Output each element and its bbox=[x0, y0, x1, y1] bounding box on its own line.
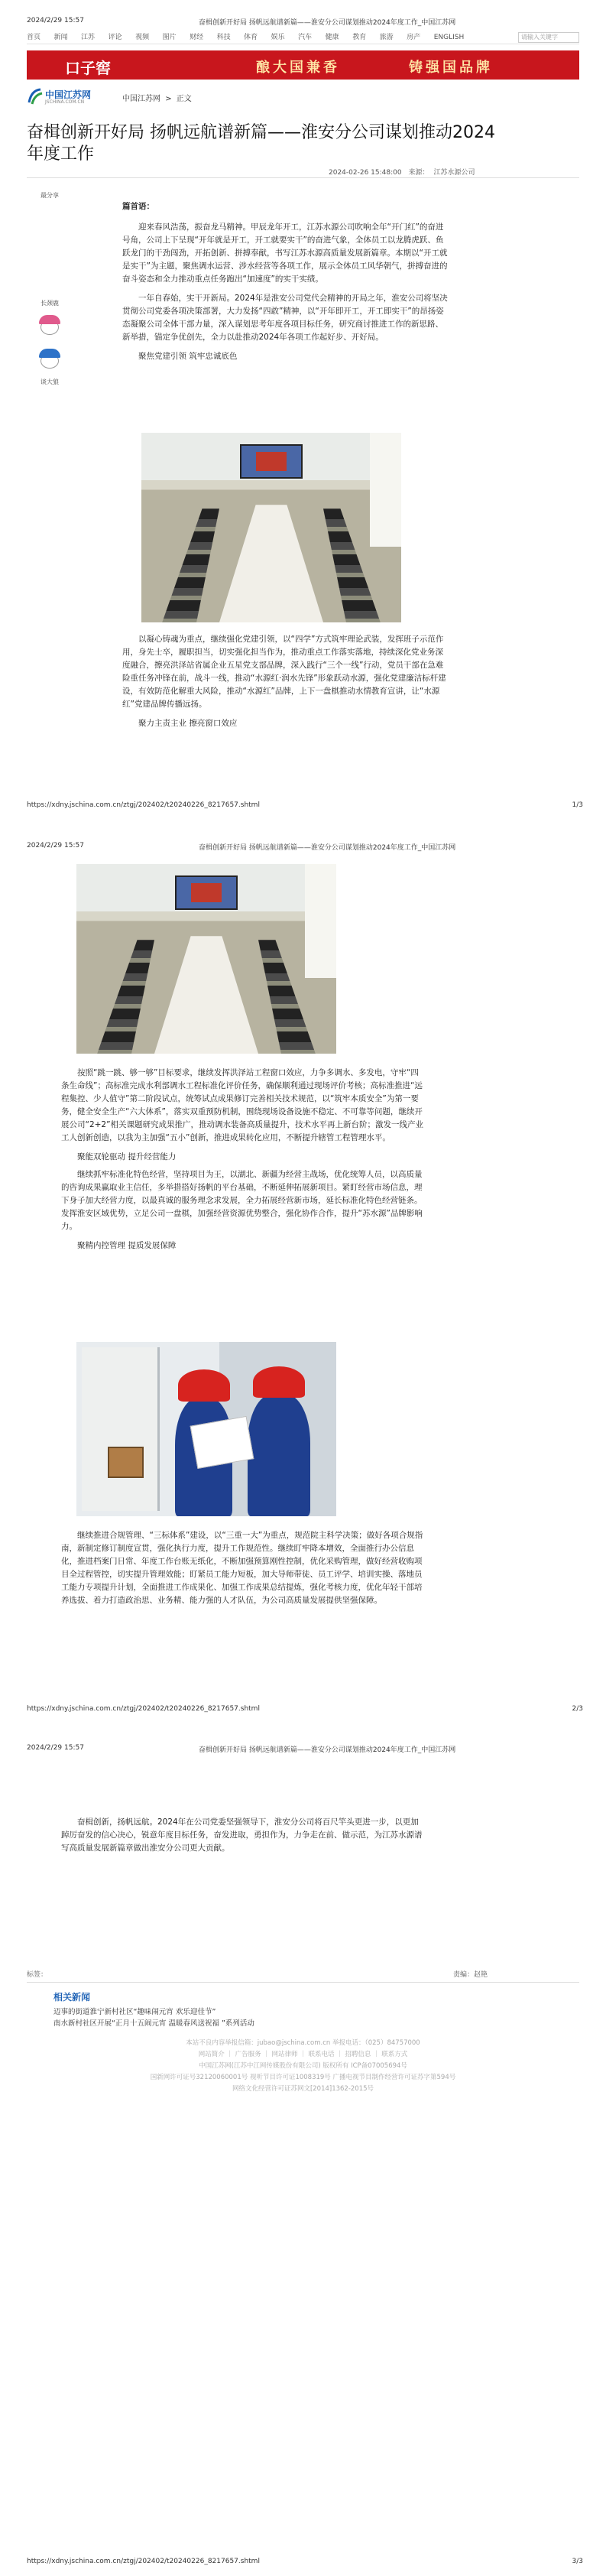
workers-photo bbox=[76, 1342, 336, 1516]
print-footer-3 bbox=[0, 2558, 606, 2570]
paragraph: 以凝心铸魂为重点，继续强化党建引领，以“四学”方式筑牢理论武装，发挥班子示范作用，身先士卒，履职担当，切实强化担当作为，推动重点工作落实落地，持续深化党业务深度融合，擦亮洪泽站省属企业五星党支部品牌，深入践行“三个一线”行动，党员干部在急难险重任务冲锋在前，战斗一线，推动“水源红·润水先锋”形象跃动水源，强化党建廉洁标杆建设，有效防范化解重大风险，推动“水源红”品牌，上下一盘棋推动水情教育宣讲，让“水源红”党建品牌传播远扬。 bbox=[122, 635, 446, 709]
article-body-1 bbox=[122, 200, 451, 368]
footer-line: 网络文化经营许可证苏网文[2014]1362-2015号 bbox=[232, 2085, 374, 2093]
print-date: 2024/2/29 15:57 bbox=[27, 842, 84, 849]
nav-item[interactable]: 首页 bbox=[27, 34, 41, 41]
article-time: 2024-02-26 15:48:00 bbox=[329, 169, 402, 177]
section-heading: 聚力主责主业 擦亮窗口效应 bbox=[138, 719, 238, 728]
site-footer bbox=[27, 2038, 579, 2095]
paragraph: 一年自春始，实干开新局。2024年是淮安公司党代会精神的开局之年，淮安公司将坚决贯彻公司党委各项决策部署，大力发扬“四敢”精神，以“开年即开工，开工即实干”的昂扬姿态凝聚公司全体干部力量，深入谋划思考年度各项目标任务，研究商讨推进工作的新思路、新举措，锚定争优创先，全力以赴推动2024年各项工作起好步、开好局。 bbox=[122, 294, 448, 342]
banner-slogan: 酿大国兼香 bbox=[256, 60, 340, 76]
related-item[interactable]: 迈事的街道淮宁新村社区“趣味闹元宵 欢乐迎佳节” bbox=[53, 2008, 216, 2016]
breadcrumb-sep: > bbox=[165, 95, 172, 103]
nav-item[interactable]: 图片 bbox=[162, 34, 177, 41]
page-number: 3/3 bbox=[572, 2558, 583, 2565]
search-input[interactable]: 请输入关键字 bbox=[518, 32, 579, 43]
article-body-2 bbox=[122, 633, 451, 735]
nav-item[interactable]: 江苏 bbox=[81, 34, 96, 41]
mascot-avatar-2 bbox=[36, 347, 63, 375]
nav-item[interactable]: 房产 bbox=[407, 34, 421, 41]
share-label[interactable]: 最分享 bbox=[41, 192, 59, 199]
page-number: 2/3 bbox=[572, 1705, 583, 1713]
title-divider bbox=[27, 177, 579, 178]
paragraph: 按照“跳一跳、够一够”目标要求，继续发挥洪泽站工程窗口效应，力争多调水、多发电，守牢“四条生命线”；高标准完成水利部调水工程标准化评价任务，确保顺利通过现场评价考核；高标准推进“远程集控、少人值守”第二阶段试点，统筹试点成果修订完善相关技术规范，以“筑牢本质安全”为第一要务，健全安全生产“六大体系”，落实双重预防机制，围绕现场设备设施不稳定、不可靠等问题，继续开展公司“2+2”相关课题研究成果推广，推动调水装备高质量提升，技术水平再上新台阶；激发一线产业工人创新创造，以我为主加强“五小”创新，推进成果转化应用，不断提升辖管工程管理水平。 bbox=[61, 1068, 424, 1142]
source-label: 来源： bbox=[408, 169, 429, 177]
footer-line: 国新网许可证号32120060001号 视听节目许可证1008319号 广播电视节目制作经营许可证苏字第594号 bbox=[150, 2074, 456, 2081]
print-footer-2 bbox=[0, 1705, 606, 1717]
print-date: 2024/2/29 15:57 bbox=[27, 1744, 84, 1752]
print-header bbox=[0, 12, 606, 28]
print-url: https://xdny.jschina.com.cn/ztgj/202402/t20240226_8217657.shtml bbox=[27, 2558, 260, 2565]
logo-sub: JSCHINA.COM.CN bbox=[45, 99, 85, 105]
article-body-3 bbox=[61, 1067, 424, 1257]
nav-item[interactable]: 健康 bbox=[325, 34, 339, 41]
article-source: 江苏水源公司 bbox=[433, 169, 475, 177]
article-body-4 bbox=[61, 1529, 424, 1610]
print-title: 奋楫创新开好局 扬帆远航谱新篇——淮安分公司谋划推动2024年度工作_中国江苏网 bbox=[199, 1746, 456, 1754]
print-url: https://xdny.jschina.com.cn/ztgj/202402/t20240226_8217657.shtml bbox=[27, 801, 260, 809]
nav-item[interactable]: 汽车 bbox=[298, 34, 313, 41]
paragraph: 奋楫创新，扬帆远航。2024年在公司党委坚强领导下，淮安分公司将百尺竿头更进一步，以更加踔厉奋发的信心决心，锐意年度目标任务，奋发进取，勇担作为，力争走在前、做示范，为江苏水源谱写高质量发展新篇章做出淮安分公司更大贡献。 bbox=[61, 1817, 423, 1853]
print-url: https://xdny.jschina.com.cn/ztgj/202402/t20240226_8217657.shtml bbox=[27, 1705, 260, 1713]
nav-item[interactable]: 体育 bbox=[244, 34, 258, 41]
editor-name: 赵艳 bbox=[473, 1971, 488, 1979]
breadcrumb-current: 正文 bbox=[176, 95, 192, 103]
print-footer-1 bbox=[0, 801, 606, 814]
print-title: 奋楫创新开好局 扬帆远航谱新篇——淮安分公司谋划推动2024年度工作_中国江苏网 bbox=[199, 19, 456, 27]
nav-item[interactable]: 科技 bbox=[216, 34, 231, 41]
nav-item[interactable]: 娱乐 bbox=[271, 34, 285, 41]
nav-item[interactable]: 新闻 bbox=[53, 34, 68, 41]
paragraph: 迎来春风浩荡，振奋龙马精神。甲辰龙年开工，江苏水源公司吹响全年“开门红”的奋进号角，公司上下呈现“开年就是开工，开工就要实干”的奋进气象，全体员工以龙腾虎跃、鱼跃龙门的干劲闯劲，开拓创新、拼搏奉献，书写江苏水源高质量发展新篇章。本期以“开工就是实干”为主题，聚焦调水运营、涉水经营等各项工作，展示全体员工风华朝气，拼搏奋进的奋斗姿态和全力推动重点任务跑出“加速度”的实干实绩。 bbox=[122, 223, 448, 284]
banner-slogan-2: 铸强国品牌 bbox=[409, 60, 493, 76]
nav-item[interactable]: 教育 bbox=[352, 34, 367, 41]
ad-banner[interactable] bbox=[27, 50, 579, 80]
logo-mark-icon bbox=[27, 87, 44, 106]
footer-line: 中国江苏网(江苏中江网传媒股份有限公司) 版权所有 ICP备07005694号 bbox=[199, 2062, 407, 2070]
meeting-photo-2 bbox=[76, 864, 336, 1054]
page-number: 1/3 bbox=[572, 801, 583, 809]
share-sidebar bbox=[27, 191, 73, 386]
nav-item[interactable]: 财经 bbox=[190, 34, 204, 41]
section-heading: 聚精内控管理 提质发展保障 bbox=[77, 1241, 177, 1250]
editor-label: 责编： bbox=[452, 1971, 474, 1979]
section-heading: 聚能双轮驱动 提升经营能力 bbox=[77, 1152, 177, 1161]
breadcrumb bbox=[122, 92, 194, 103]
mascot-avatar-1 bbox=[36, 313, 63, 341]
nav-item[interactable]: ENGLISH bbox=[433, 34, 465, 41]
paragraph: 继续推进合规管理、“三标体系”建设，以“三重一大”为重点，规范院主科学决策；做好各项合规指南，新制定修订制度宣贯，强化执行力度，提升工作规范性。继续盯牢降本增效，全面推行办公信息化，推进档案门日常、年度工作台账无纸化，不断加强预算刚性控制，优化采购管理，做好经营收购项目全过程管控，切实提升管理效能；盯紧员工能力短板，加大导师带徒、员工评学、培训实操、落地员工能力专项提升计划，全面推进工作成果化、加强工作成果总结提炼，强化考核力度，优化年轻干部培养选拔、着力打造政治思、业务精、能力强的人才队伍，为公司高质量发展提供坚强保障。 bbox=[61, 1531, 423, 1605]
footer-line: 本站不良内容举报信箱：jubao@jschina.com.cn 举报电话：（025）84757000 bbox=[186, 2039, 420, 2047]
banner-brand: 口子窖 bbox=[65, 59, 111, 77]
print-title: 奋楫创新开好局 扬帆远航谱新篇——淮安分公司谋划推动2024年度工作_中国江苏网 bbox=[199, 844, 456, 852]
print-date: 2024/2/29 15:57 bbox=[27, 17, 84, 24]
meeting-photo bbox=[141, 433, 401, 622]
nav-item[interactable]: 旅游 bbox=[379, 34, 394, 41]
related-item[interactable]: 南水新村社区开展“正月十五闹元宵 温暖春风送祝福 ”系列活动 bbox=[53, 2019, 254, 2028]
mascot-label-2: 谈大狼 bbox=[41, 378, 59, 385]
tag-bar bbox=[27, 1969, 579, 1983]
logo-name: 中国江苏网 bbox=[45, 89, 92, 100]
article-title: 奋楫创新开好局 扬帆远航谱新篇——淮安分公司谋划推动2024年度工作 bbox=[27, 123, 495, 164]
footer-links[interactable]: 网站简介 ｜ 广告服务 ｜ 网站律师 ｜ 联系电话 ｜ 招聘信息 ｜ 联系方式 bbox=[198, 2051, 408, 2058]
nav-item[interactable]: 视频 bbox=[135, 34, 150, 41]
print-header bbox=[0, 1740, 606, 1755]
top-nav bbox=[27, 31, 579, 44]
related-news bbox=[53, 1990, 543, 2029]
related-heading: 相关新闻 bbox=[53, 1992, 91, 2003]
breadcrumb-home[interactable]: 中国江苏网 bbox=[122, 95, 160, 103]
article-body-5 bbox=[61, 1816, 424, 1858]
lead-label: 篇首语： bbox=[122, 202, 154, 211]
print-header bbox=[0, 837, 606, 853]
paragraph: 继续抓牢标准化特色经营，坚持项目为王，以湖北、新疆为经营主战场，优化统筹人员，以高质量的咨询成果赢取业主信任，多举措搭好扬帆的平台基础，不断延伸拓展新项目。紧盯经营市场信息，理下身子加大经营力度，以最真诚的服务理念求发展，全力拓展经营新市场，延长标准化特色经营链条。发挥淮安区域优势，立足公司一盘棋，加强经营资源优势整合，强化协作合作，提升“苏水源”品牌影响力。 bbox=[61, 1170, 423, 1231]
tags-label: 标签： bbox=[27, 1971, 48, 1979]
mascot-label-1: 长颈鹿 bbox=[41, 300, 59, 307]
article-meta bbox=[329, 167, 480, 177]
section-heading: 聚焦党建引领 筑牢忠诚底色 bbox=[138, 352, 238, 361]
site-logo[interactable] bbox=[27, 86, 96, 109]
nav-item[interactable]: 评论 bbox=[108, 34, 122, 41]
